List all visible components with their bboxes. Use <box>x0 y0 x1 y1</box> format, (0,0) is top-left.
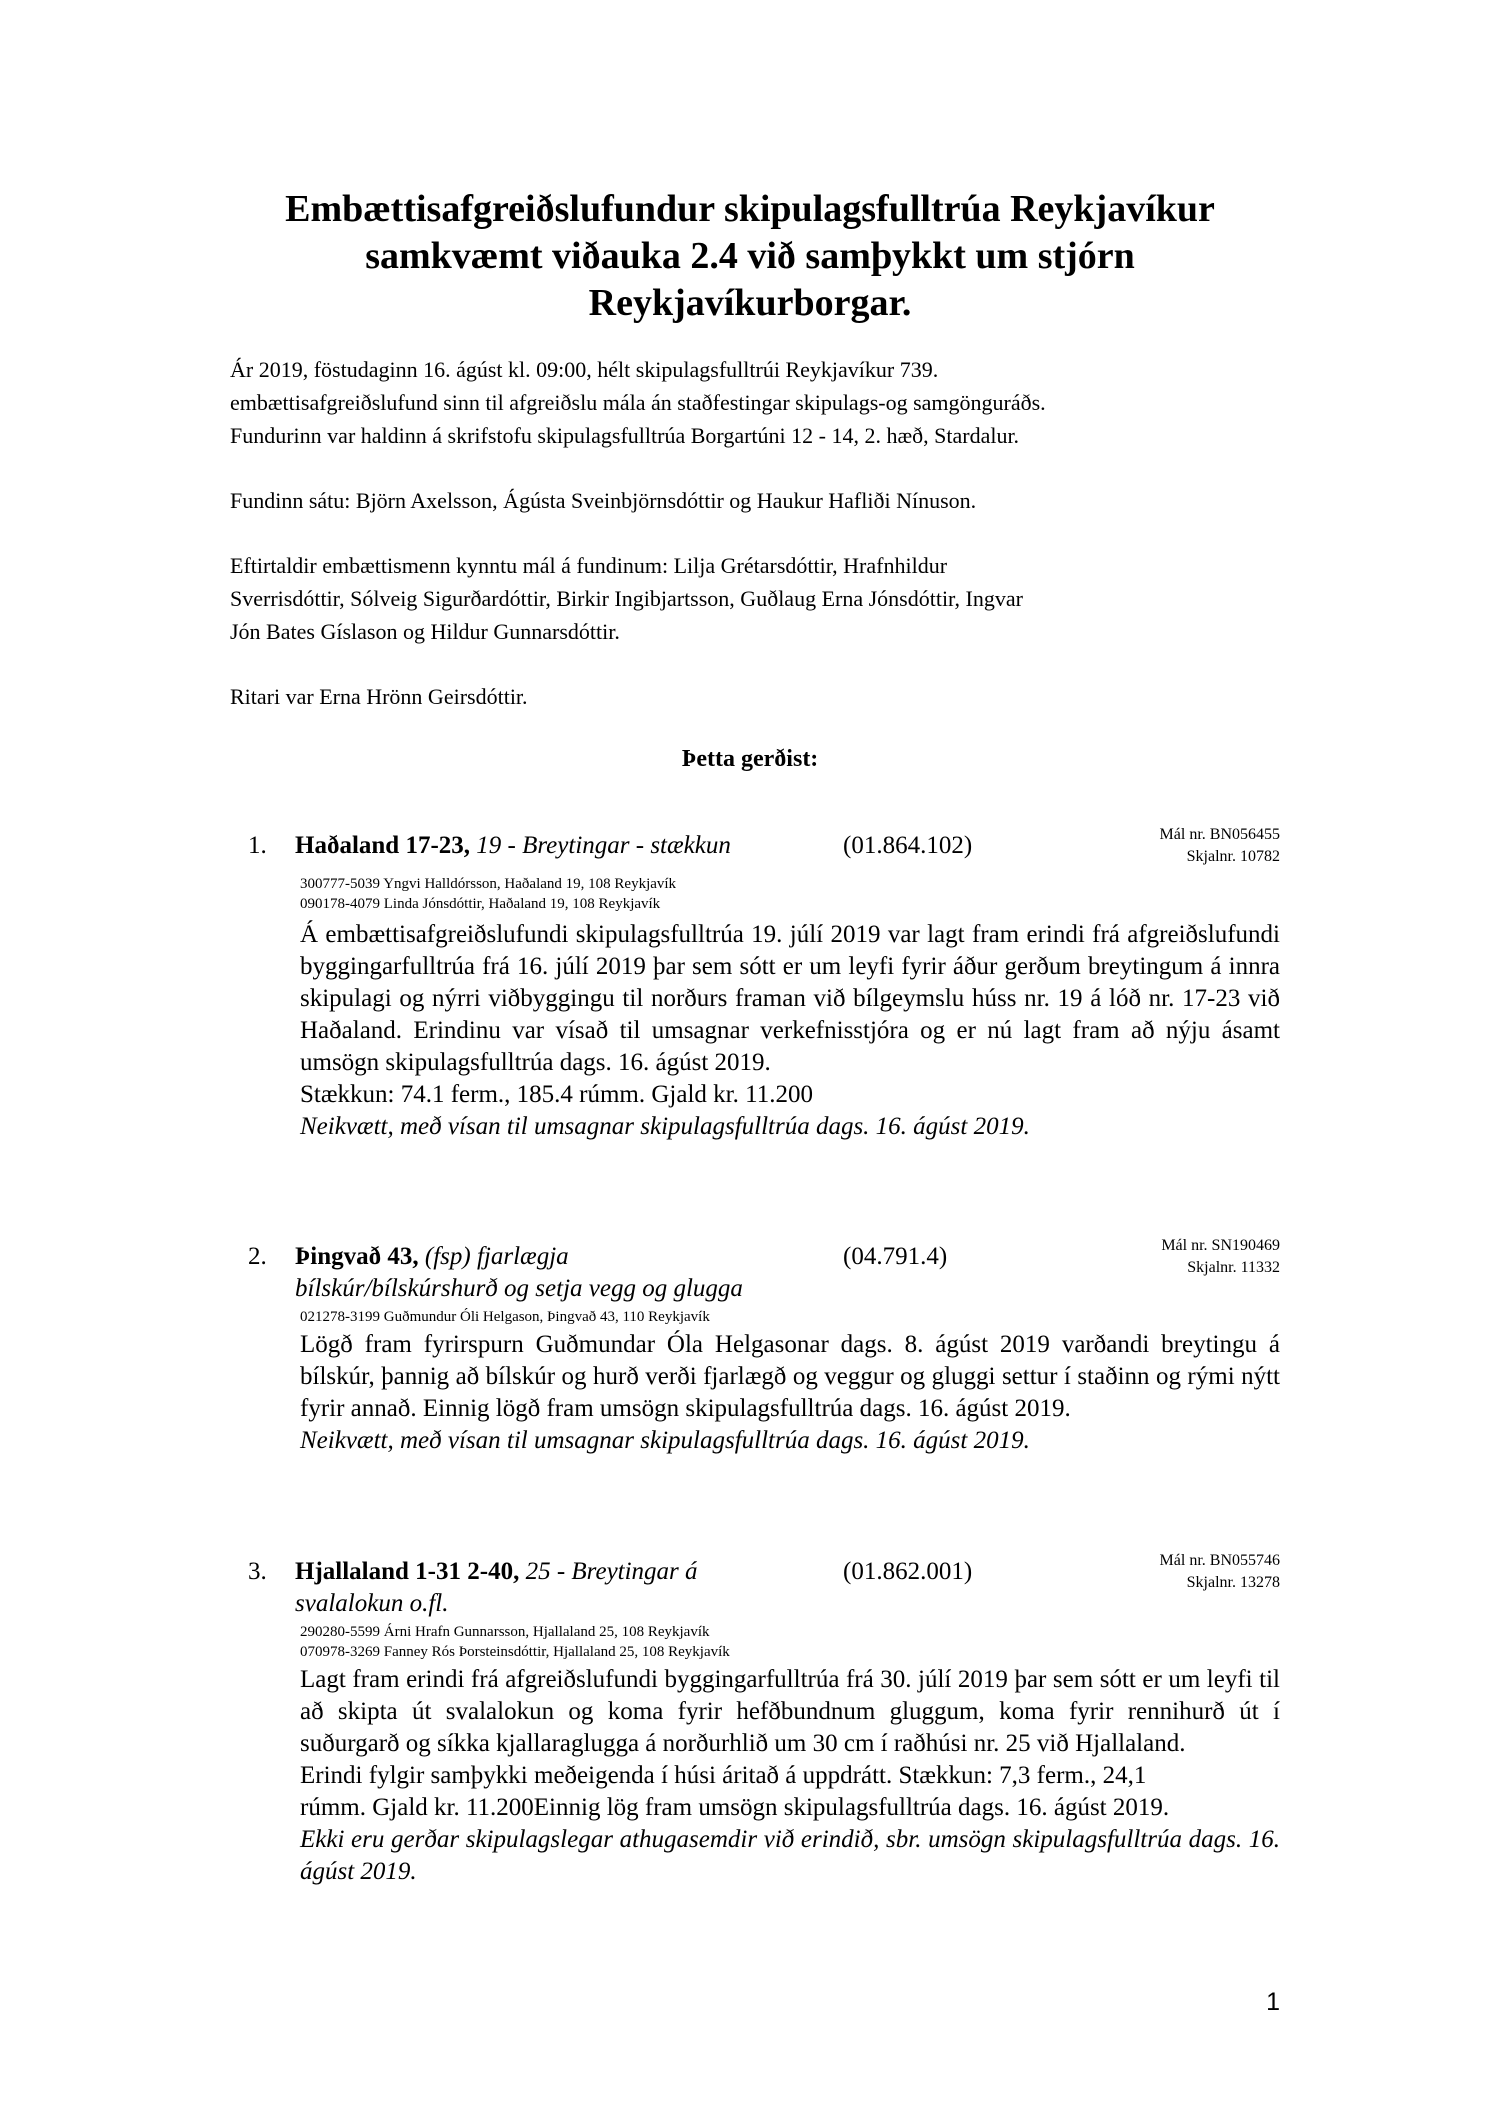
case-address: Þingvað 43, <box>295 1243 419 1270</box>
case-ids <box>1161 1235 1280 1279</box>
applicant: 300777-5039 Yngvi Halldórsson, Haðaland 19, 108 Reykjavík <box>300 876 677 892</box>
case-reference: (04.791.4) <box>843 1243 948 1270</box>
meeting-intro <box>230 353 1290 452</box>
secretary: Ritari var Erna Hrönn Geirsdóttir. <box>230 684 528 709</box>
case-decision: Neikvætt, með vísan til umsagnar skipulagsfulltrúa dags. 16. ágúst 2019. <box>300 1113 1030 1140</box>
intro-line: Fundurinn var haldinn á skrifstofu skipulagsfulltrúa Borgartúni 12 - 14, 2. hæð, Stardalur. <box>230 423 1020 448</box>
case-applicants <box>300 1307 710 1327</box>
applicant: 090178-4079 Linda Jónsdóttir, Haðaland 19, 108 Reykjavík <box>300 896 661 912</box>
case-address: Hjallaland 1-31 2-40, <box>295 1558 520 1585</box>
case-number: 1. <box>248 832 267 859</box>
case-heading <box>295 830 731 862</box>
case-number: 2. <box>248 1243 267 1270</box>
case-decision: Neikvætt, með vísan til umsagnar skipulagsfulltrúa dags. 16. ágúst 2019. <box>300 1427 1030 1454</box>
mal-nr: Mál nr. BN056455 <box>1159 826 1280 843</box>
case-subject-continued: bílskúr/bílskúrshurð og setja vegg og glugga <box>295 1275 743 1302</box>
case-subject-continued: svalalokun o.fl. <box>295 1590 449 1617</box>
case-reference: (01.862.001) <box>843 1558 973 1585</box>
page-number: 1 <box>1266 1988 1280 2016</box>
mal-nr: Mál nr. SN190469 <box>1161 1237 1280 1254</box>
case-heading <box>295 1241 743 1305</box>
officials-line: Sverrisdóttir, Sólveig Sigurðardóttir, Birkir Ingibjartsson, Guðlaug Erna Jónsdóttir, Ingvar <box>230 586 1023 611</box>
case-body <box>300 919 1280 1143</box>
case-decision: Ekki eru gerðar skipulagslegar athugasemdir við erindið, sbr. umsögn skipulagsfulltrúa dags. 16. ágúst 2019. <box>300 1826 1280 1885</box>
officials <box>230 549 1290 648</box>
case-address: Haðaland 17-23, <box>295 832 471 859</box>
case-applicants <box>300 874 676 914</box>
case-ids <box>1160 1550 1280 1594</box>
case-subject: 25 - Breytingar á <box>525 1558 698 1585</box>
case-number: 3. <box>248 1558 267 1585</box>
applicant: 290280-5599 Árni Hrafn Gunnarsson, Hjallaland 25, 108 Reykjavík <box>300 1624 710 1640</box>
case-heading <box>295 1556 698 1620</box>
document-title <box>150 186 1350 327</box>
mal-nr: Mál nr. BN055746 <box>1159 1552 1280 1569</box>
title-line: samkvæmt viðauka 2.4 við samþykkt um stjórn <box>365 235 1135 277</box>
case-description: Lagt fram erindi frá afgreiðslufundi byggingarfulltrúa frá 30. júlí 2019 þar sem sótt er um leyfi til að skipta út svalalokun og koma fyrir hefðbundnum gluggum, koma fyrir rennihurð út í suðurgarð og síkka kjallaraglugga á norðurhlið um 30 cm í raðhúsi nr. 25 við Hjallaland. <box>300 1666 1280 1757</box>
title-line: Embættisafgreiðslufundur skipulagsfulltrúa Reykjavíkur <box>285 188 1215 230</box>
case-ids <box>1160 824 1280 868</box>
skjal-nr: Skjalnr. 11332 <box>1187 1259 1280 1276</box>
applicant: 021278-3199 Guðmundur Óli Helgason, Þingvað 43, 110 Reykjavík <box>300 1309 710 1325</box>
skjal-nr: Skjalnr. 13278 <box>1186 1574 1280 1591</box>
section-heading: Þetta gerðist: <box>681 746 819 772</box>
case-extra: Stækkun: 74.1 ferm., 185.4 rúmm. Gjald kr. 11.200 <box>300 1081 813 1108</box>
case-reference: (01.864.102) <box>843 832 973 859</box>
title-line: Reykjavíkurborgar. <box>588 282 912 324</box>
case-description: Lögð fram fyrirspurn Guðmundar Óla Helgasonar dags. 8. ágúst 2019 varðandi breytingu á bílskúr, þannig að bílskúr og hurð verði fjarlægð og veggur og gluggi settur í staðinn og rými nýtt fyrir annað. Einnig lögð fram umsögn skipulagsfulltrúa dags. 16. ágúst 2019. <box>300 1331 1280 1422</box>
case-applicants <box>300 1622 730 1662</box>
case-extra: rúmm. Gjald kr. 11.200Einnig lög fram umsögn skipulagsfulltrúa dags. 16. ágúst 2019. <box>300 1794 1170 1821</box>
case-subject: 19 - Breytingar - stækkun <box>476 832 731 859</box>
officials-line: Jón Bates Gíslason og Hildur Gunnarsdóttir. <box>230 619 620 644</box>
intro-line: Ár 2019, föstudaginn 16. ágúst kl. 09:00, hélt skipulagsfulltrúi Reykjavíkur 739. <box>230 357 939 382</box>
case-subject: (fsp) fjarlægja <box>424 1243 569 1270</box>
case-body <box>300 1664 1280 1888</box>
case-body <box>300 1329 1280 1457</box>
intro-line: embættisafgreiðslufund sinn til afgreiðslu mála án staðfestingar skipulags-og samgönguráðs. <box>230 390 1046 415</box>
applicant: 070978-3269 Fanney Rós Þorsteinsdóttir, Hjallaland 25, 108 Reykjavík <box>300 1644 730 1660</box>
attendees: Fundinn sátu: Björn Axelsson, Ágústa Sveinbjörnsdóttir og Haukur Hafliði Nínuson. <box>230 488 977 513</box>
skjal-nr: Skjalnr. 10782 <box>1186 848 1280 865</box>
case-description: Á embættisafgreiðslufundi skipulagsfulltrúa 19. júlí 2019 var lagt fram erindi frá afgreiðslufundi byggingarfulltrúa frá 16. júlí 2019 þar sem sótt er um leyfi fyrir áður gerðum breytingum á innra skipulagi og nýrri viðbyggingu til norðurs framan við bílgeymslu húss nr. 19 á lóð nr. 17-23 við Haðaland. Erindinu var vísað til umsagnar verkefnisstjóra og er nú lagt fram að nýju ásamt umsögn skipulagsfulltrúa dags. 16. ágúst 2019. <box>300 921 1280 1076</box>
case-extra: Erindi fylgir samþykki meðeigenda í húsi áritað á uppdrátt. Stækkun: 7,3 ferm., 24,1 <box>300 1762 1147 1789</box>
officials-line: Eftirtaldir embættismenn kynntu mál á fundinum: Lilja Grétarsdóttir, Hrafnhildur <box>230 553 948 578</box>
